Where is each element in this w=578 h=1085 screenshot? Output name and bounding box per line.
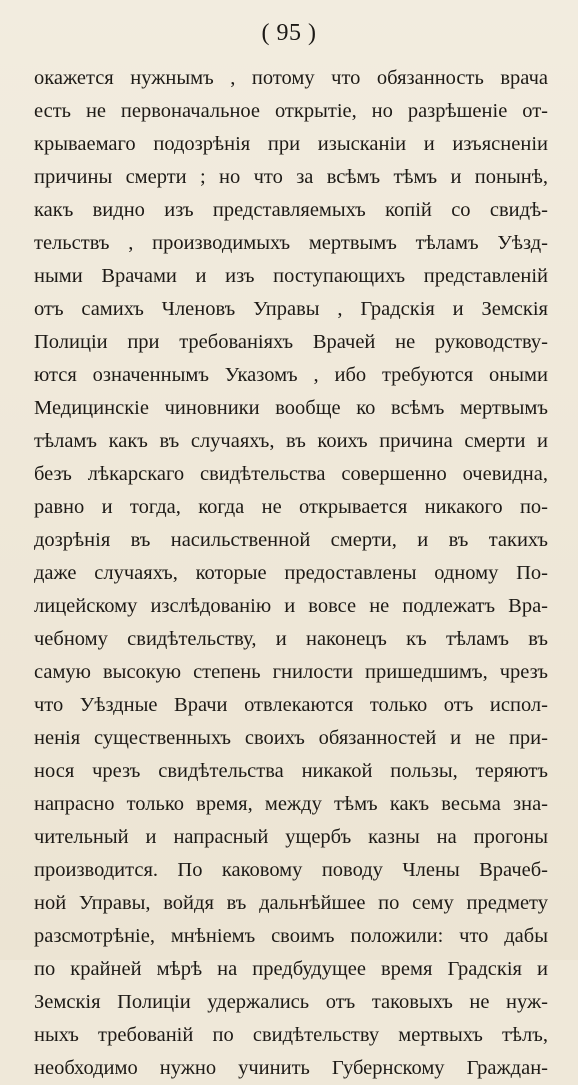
- text-line-2: есть не первоначальное открытіе, но разрѣшеніе от-: [34, 100, 548, 122]
- text-line-4: причины смерти ; но что за всѣмъ тѣмъ и понынѣ,: [34, 166, 548, 188]
- page-number: ( 95 ): [261, 20, 317, 46]
- text-line-22: нося чрезъ свидѣтельства никакой пользы, теряютъ: [34, 760, 548, 782]
- text-line-16: даже случаяхъ, которые предоставлены одному По-: [34, 562, 548, 584]
- text-line-3: крываемаго подозрѣнія при изысканіи и изъясненіи: [34, 133, 548, 155]
- text-line-21: ненія существенныхъ своихъ обязанностей и не при-: [34, 727, 548, 749]
- text-line-9: Полиціи при требованіяхъ Врачей не руководству-: [34, 331, 548, 353]
- body-text: [34, 62, 548, 1079]
- text-line-30: ныхъ требованій по свидѣтельству мертвыхъ тѣлъ,: [34, 1024, 548, 1046]
- text-line-18: чебному свидѣтельству, и наконецъ къ тѣламъ въ: [34, 628, 548, 650]
- text-line-28: по крайней мѣрѣ на предбудущее время Градскія и: [34, 958, 548, 980]
- text-line-11: Медицинскіе чиновники вообще ко всѣмъ мертвымъ: [34, 397, 548, 419]
- text-line-5: какъ видно изъ представляемыхъ копій со свидѣ-: [34, 199, 548, 221]
- text-line-1: окажется нужнымъ , потому что обязанность врача: [34, 67, 548, 89]
- text-line-27: разсмотрѣніе, мнѣніемъ своимъ положили: что дабы: [34, 925, 548, 947]
- text-line-31: необходимо нужно учинить Губернскому Граждан-: [34, 1057, 548, 1079]
- text-line-10: ются означеннымъ Указомъ , ибо требуются оными: [34, 364, 548, 386]
- text-line-23: напрасно только время, между тѣмъ какъ весьма зна-: [34, 793, 548, 815]
- text-line-12: тѣламъ какъ въ случаяхъ, въ коихъ причина смерти и: [34, 430, 548, 452]
- text-line-19: самую высокую степень гнилости пришедшимъ, чрезъ: [34, 661, 548, 683]
- text-line-26: ной Управы, войдя въ дальнѣйшее по сему предмету: [34, 892, 548, 914]
- text-line-25: производится. По каковому поводу Члены Врачеб-: [34, 859, 548, 881]
- text-line-8: отъ самихъ Членовъ Управы , Градскія и Земскія: [34, 298, 548, 320]
- text-line-20: что Уѣздные Врачи отвлекаются только отъ испол-: [34, 694, 548, 716]
- text-line-13: безъ лѣкарскаго свидѣтельства совершенно очевидна,: [34, 463, 548, 485]
- text-line-15: дозрѣнія въ насильственной смерти, и въ такихъ: [34, 529, 548, 551]
- text-line-24: чительный и напрасный ущербъ казны на прогоны: [34, 826, 548, 848]
- text-line-29: Земскія Полиціи удержались отъ таковыхъ не нуж-: [34, 991, 548, 1013]
- text-line-7: ными Врачами и изъ поступающихъ представленій: [34, 265, 548, 287]
- text-line-6: тельствъ , производимыхъ мертвымъ тѣламъ Уѣзд-: [34, 232, 548, 254]
- text-line-14: равно и тогда, когда не открывается никакого по-: [34, 496, 548, 518]
- text-line-17: лицейскому изслѣдованію и вовсе не подлежатъ Вра-: [34, 595, 548, 617]
